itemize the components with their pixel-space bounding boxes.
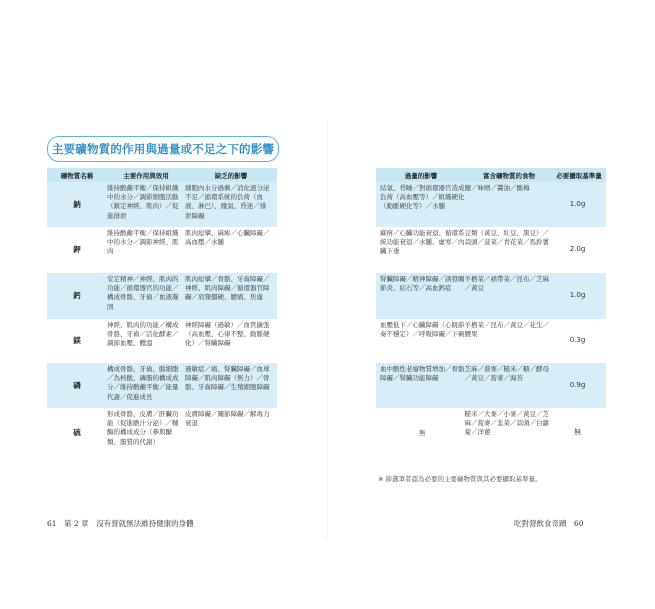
mineral-name: 鈣 (73, 291, 81, 301)
amount-cell: 1.0g (569, 199, 586, 208)
table-row (47, 273, 277, 319)
table-row (376, 182, 606, 227)
header-mineral-name: 礦物質名稱 (60, 171, 94, 180)
excess-cell: 腎臟障礙／精神障礙／誘發關節炎、結石等／高血鈣症 (380, 275, 465, 293)
foods-cell: 芝麻／蕎麥／糙米／糖／酵母／黃豆／蕎麥／海苔 (464, 365, 549, 383)
effect-cell: 形成骨骼、皮膚／肝臟功能（促進膽汁分泌）／輔酶的構成成分（參與醣類、脂質的代謝） (107, 410, 179, 446)
mineral-name: 鈉 (73, 199, 81, 209)
table-row (376, 363, 606, 408)
mineral-name: 磷 (73, 380, 81, 390)
foods-cell: 糙米／大麥／小麥／黃豆／芝麻／蕎麥／韭菜／蒜頭／白蘿蔔／洋蔥 (464, 410, 549, 437)
mineral-name: 鉀 (73, 245, 81, 255)
foods-cell: 豆類（黃豆、紅豆、黑豆）／蒜頭／菠菜／青花菜／馬鈴薯 (464, 229, 549, 247)
table-row (376, 408, 606, 458)
footer-left-page: 61 第 2 章 沒有營就無法維持健康的身體 (47, 519, 194, 528)
foods-cell: 鹽／味噌／醬油／酸梅 (464, 184, 530, 192)
amount-cell: 0.3g (569, 336, 586, 345)
amount-cell: 0.9g (569, 380, 586, 389)
deficiency-cell: 肌肉痙攣、麻痺／心臟障礙／高血壓／水腫 (185, 229, 270, 247)
effect-cell: 維持酸鹼平衡／保持組織中的水分／調節神經、肌肉 (107, 229, 179, 256)
mineral-name: 硫 (73, 428, 81, 438)
footnote: ※ 節選筆者認為必要的主要礦物質與其必要攝取基準量。 (378, 475, 542, 483)
table-row (376, 319, 606, 363)
table-row (47, 363, 277, 408)
footer-right-page: 吃對營飲食奇蹟 60 (514, 519, 584, 528)
header-amount: 必要攝取基準量 (556, 171, 602, 180)
deficiency-cell: 過敏症／痛、腎臟障礙／血球障礙／肌肉障礙（無力）／骨骼、牙齒障礙／生殖細胞障礙 (185, 365, 270, 392)
right-header-row (376, 168, 606, 182)
effect-cell: 構成骨骼、牙齒、腦細胞／為核酸、磷脂的構成成分／維持酸鹼平衡／能量代謝／促進成長 (107, 365, 179, 401)
header-main-effect: 主要作用與效用 (123, 171, 169, 180)
excess-cell: 結氣、昏睡／對循環器官造成負荷（高血壓等）／組織硬化（動脈硬化等）／水腫 (380, 184, 465, 211)
right-page-table (376, 168, 606, 438)
left-page-table (47, 168, 277, 446)
foods-cell: 羊栖菜／昆布／黃豆／花生／腰果 (464, 321, 549, 339)
header-excess: 過量的影響 (404, 171, 438, 180)
amount-cell: 無 (573, 428, 581, 437)
table-row (47, 319, 277, 363)
foods-cell: 羊栖菜／裙帶菜／昆布／芝麻／黃豆 (464, 275, 549, 293)
left-header-row (47, 168, 277, 182)
header-deficiency: 缺乏的影響 (214, 171, 248, 180)
table-row (47, 227, 277, 273)
deficiency-cell: 神經障礙（過敏）／血管擴張（高血壓、心律不整、動脈硬化）／腎臟障礙 (185, 321, 270, 348)
deficiency-cell: 細胞內水分過剩／消化液分泌不足／循環系統的負荷（血液、淋巴）、餓氣、昏迷／排泄障礙 (185, 184, 270, 220)
table-title: 主要礦物質的作用與過量或不足之下的影響 (47, 136, 279, 162)
amount-cell: 2.0g (569, 245, 586, 254)
page-gutter (327, 120, 328, 540)
excess-cell: 血中酸性老廢物質增加／骨骼障礙／腎臟功能障礙 (380, 365, 465, 383)
deficiency-cell: 肌肉痙攣／骨骼、牙齒障礙／神經、肌肉障礙／循環器官障礙／肩頸僵硬、腰痛、焦慮 (185, 275, 270, 302)
amount-cell: 1.0g (569, 291, 586, 300)
table-row (376, 227, 606, 273)
table-row (47, 182, 277, 227)
effect-cell: 維持酸鹼平衡／保持組織中的水分／調節細胞活動（鎮定神經、肌肉）／促進排泄 (107, 184, 179, 220)
excess-cell: 無 (419, 429, 426, 438)
effect-cell: 安定精神／神經、肌肉的功能／循環器官的功能／構成骨骼、牙齒／血液凝固 (107, 275, 179, 311)
excess-cell: 血壓低下／心臟障礙（心跳節奏不穩定）／呼吸障礙／下痢 (380, 321, 465, 339)
table-row (47, 408, 277, 458)
mineral-name: 鎂 (73, 336, 81, 346)
deficiency-cell: 皮膚障礙／關節障礙／解毒力衰退 (185, 410, 270, 428)
table-row (376, 273, 606, 319)
effect-cell: 神經、肌肉的功能／構成骨骼、牙齒／活化酵素／調節血壓、體溫 (107, 321, 179, 348)
header-foods: 富含礦物質的食物 (483, 171, 535, 180)
excess-cell: 痲痹／心臟功能衰退、循環系統功能衰退／水腫、虛寒／內臟下垂 (380, 229, 465, 256)
